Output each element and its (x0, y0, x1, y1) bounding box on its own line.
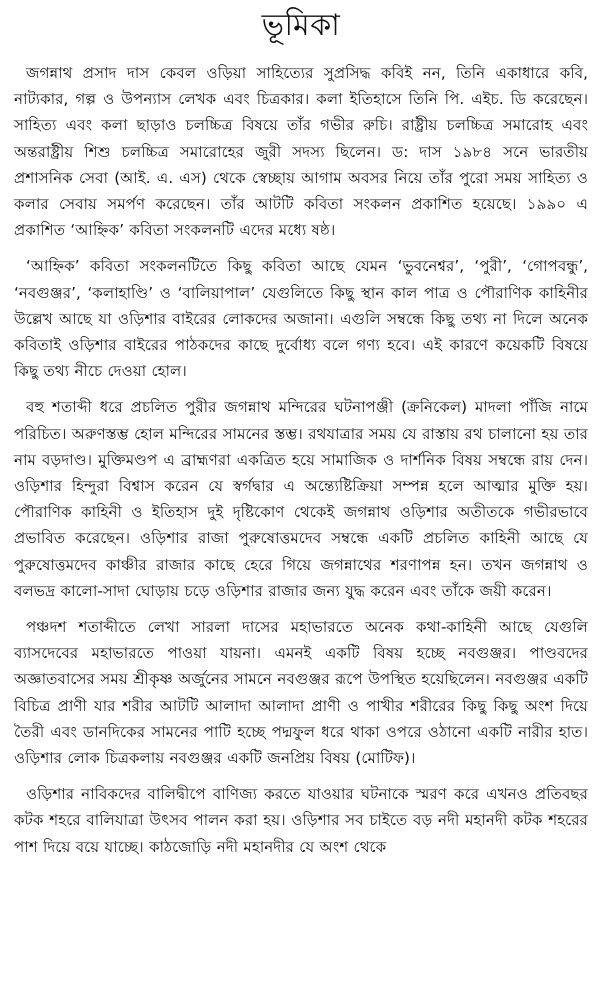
body-text (14, 60, 588, 860)
paragraph-author-intro: জগন্নাথ প্রসাদ দাস কেবল ওড়িয়া সাহিত্যের সুপ্রসিদ্ধ কবিই নন, তিনি একাধারে কবি, নাট্যকার, গল্প ও উপন্যাস লেখক এবং চিত্রকার। কলা ইতিহাসে তিনি পি. এইচ. ডি করেছেন। সাহিত্য এবং কলা ছাড়াও চলচ্চিত্র বিষয়ে তাঁর গভীর রুচি। রাষ্ট্রীয় চলচ্চিত্র সমারোহ এবং অন্তরাষ্ট্রীয় শিশু চলচ্চিত্র সমারোহের জুরী সদস্য ছিলেন। ড: দাস ১৯৮৪ সনে ভারতীয় প্রশাসনিক সেবা (আই. এ. এস) থেকে স্বেচ্ছায় আগাম অবসর নিয়ে তাঁর পুরো সময় সাহিত্য ও কলার সেবায় সমর্পণ করেছেন। তাঁর আটটি কবিতা সংকলন প্রকাশিত হয়েছে। ১৯৯০ এ প্রকাশিত ‘আহ্নিক’ কবিতা সংকলনটি এদের মধ্যে ষষ্ঠ। (14, 64, 588, 240)
paragraph-ahnik-poems: ‘আহ্নিক’ কবিতা সংকলনটিতে কিছু কবিতা আছে যেমন ‘ভুবনেশ্বর’, ‘পুরী’, ‘গোপবন্ধু’, ‘নবগুঞ্জর’, ‘কলাহাণ্ডি’ ও ‘বালিয়াপাল’ যেগুলিতে কিছু স্থান কাল পাত্র ও পৌরাণিক কাহিনীর উল্লেখ আছে যা ওড়িশার বাইরের লোকদের অজানা। এগুলি সম্বন্ধে কিছু তথ্য না দিলে অনেক কবিতাই ওড়িশার বাইরের পাঠকদের কাছে দুর্বোধ্য বলে গণ্য হবে। এই কারণে কয়েকটি বিষয়ে কিছু তথ্য নীচে দেওয়া হোল। (14, 257, 588, 381)
paragraph-navagunjara: পঞ্চদশ শতাব্দীতে লেখা সারলা দাসের মহাভারতে অনেক কথা-কাহিনী আছে যেগুলি ব্যাসদেবের মহাভারতে পাওয়া যায়না। এমনই একটি বিষয় হচ্ছে নবগুঞ্জর। পাণ্ডবদের অজ্ঞাতবাসের সময় শ্রীকৃষ্ণ অর্জুনের সামনে নবগুঞ্জর রূপে উপস্থিত হয়েছিলেন। নবগুঞ্জর একটি বিচিত্র প্রাণী যার শরীর আটটি আলাদা আলাদা প্রাণী ও পাখীর শরীরের কিছু কিছু অংশ দিয়ে তৈরী এবং ডানদিকের সামনের পাটি হচ্ছে পদ্মফুল ধরে থাকা ওপরে ওঠানো একটি নারীর হাত। ওড়িশার লোক চিত্রকলায় নবগুঞ্জর একটি জনপ্রিয় বিষয় (মোটিফ)। (14, 618, 588, 768)
paragraph-jagannath-temple: বহু শতাব্দী ধরে প্রচলিত পুরীর জগন্নাথ মন্দিরের ঘটনাপঞ্জী (ক্রনিকেল) মাদলা পাঁজি নামে পরিচিত। অরুণস্তম্ভ হোল মন্দিরের সামনের স্তম্ভ। রথযাত্রার সময় যে রাস্তায় রথ চালানো হয় তার নাম বড়দাণ্ড। মুক্তিমণ্ডপ এ ব্রাহ্মণরা একত্রিত হয়ে সামাজিক ও দার্শনিক বিষয় সম্বন্ধে রায় দেন। ওড়িশার হিন্দুরা বিশ্বাস করেন যে স্বর্গদ্বার এ অন্ত্যেষ্টিক্রিয়া সম্পন্ন হলে আত্মার মুক্তি হয়। পৌরাণিক কাহিনী ও ইতিহাস দুই দৃষ্টিকোণ থেকেই জগন্নাথ ওড়িশার অতীতকে গভীরভাবে প্রভাবিত করেছেন। ওড়িশার রাজা পুরুষোত্তমদেব সম্বন্ধে একটি প্রচলিত কাহিনী আছে যে পুরুষোত্তমদেব কাঞ্চীর রাজার কাছে হেরে গিয়ে জগন্নাথের শরণাপন্ন হন। তখন জগন্নাথ ও বলভদ্র কালো-সাদা ঘোড়ায় চড়ে ওড়িশার রাজার জন্য যুদ্ধ করেন এবং তাঁকে জয়ী করেন। (14, 398, 588, 600)
paragraph-bali-yatra: ওড়িশার নাবিকদের বালিদ্বীপে বাণিজ্য করতে যাওয়ার ঘটনাকে স্মরণ করে এখনও প্রতিবছর কটক শহরে বালিযাত্রা উৎসব পালন করা হয়। ওড়িশার সব চাইতে বড় নদী মহানদী কটক শহরের পাশ দিয়ে বয়ে যাচ্ছে। কাঠজোড়ি নদী মহানদীর যে অংশ থেকে (14, 785, 588, 856)
page-title: ভূমিকা (261, 8, 341, 43)
